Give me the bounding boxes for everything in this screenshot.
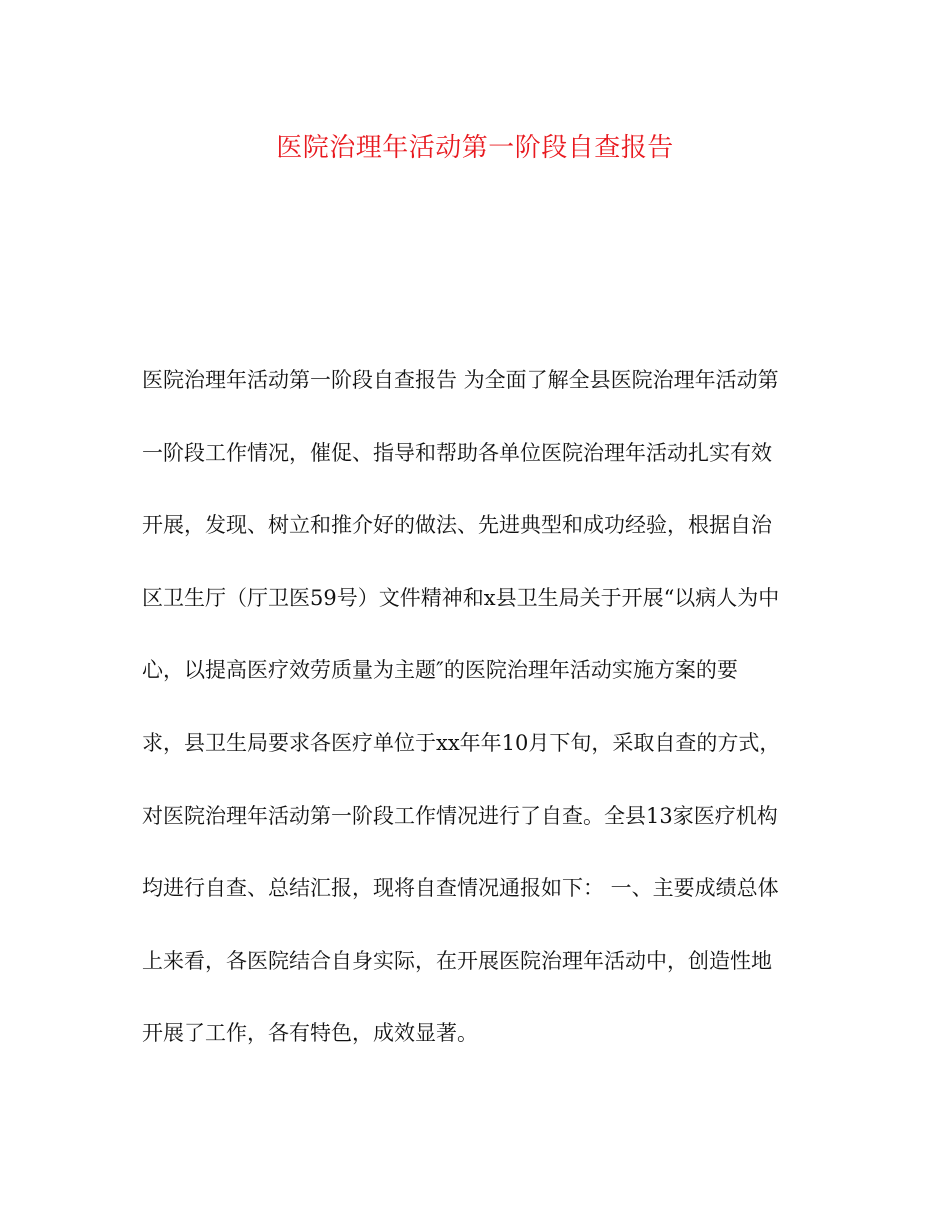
- body-line: 区卫生厅（厅卫医59号）文件精神和x县卫生局关于开展“以病人为中: [142, 585, 780, 610]
- body-line: 开展，发现、树立和推介好的做法、先进典型和成功经验，根据自治: [142, 513, 772, 538]
- document-title: 医院治理年活动第一阶段自查报告: [276, 133, 674, 163]
- body-line: 上来看，各医院结合自身实际，在开展医院治理年活动中，创造性地: [142, 948, 772, 973]
- document-body: [142, 360, 812, 1086]
- body-line: 一阶段工作情况，催促、指导和帮助各单位医院治理年活动扎实有效: [142, 440, 772, 465]
- body-line: 对医院治理年活动第一阶段工作情况进行了自查。全县13家医疗机构: [142, 803, 778, 828]
- body-line: 求，县卫生局要求各医疗单位于xx年年10月下旬，采取自查的方式，: [142, 730, 781, 755]
- body-line: 心，以提高医疗效劳质量为主题″的医院治理年活动实施方案的要: [142, 658, 738, 683]
- body-line: 均进行自查、总结汇报，现将自查情况通报如下： 一、主要成绩总体: [142, 876, 779, 901]
- body-line: 开展了工作，各有特色，成效显著。: [142, 1021, 478, 1046]
- body-line: 医院治理年活动第一阶段自查报告 为全面了解全县医院治理年活动第: [142, 368, 779, 392]
